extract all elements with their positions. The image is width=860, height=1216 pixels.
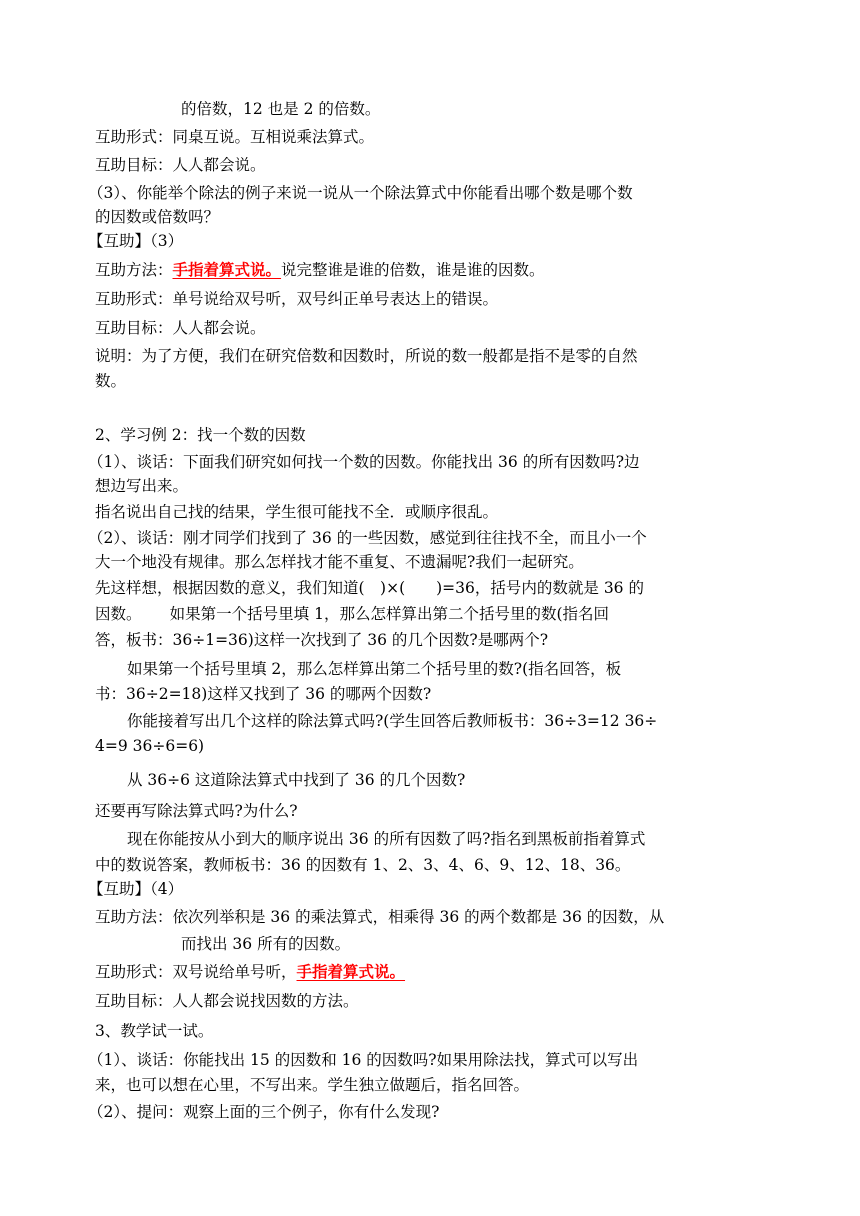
text-line: 书：36÷2=18)这样又找到了 36 的哪两个因数? (95, 685, 432, 703)
text-line: 4=9 36÷6=6) (95, 737, 205, 755)
text-line: 互助目标：人人都会说找因数的方法。 (95, 992, 359, 1010)
text-line: 数。 (95, 372, 127, 390)
text-line: 指名说出自己找的结果，学生很可能找不全．或顺序很乱。 (95, 503, 499, 521)
section-heading: 【互助】（4） (88, 880, 184, 898)
text-line: 互助形式：同桌互说。互相说乘法算式。 (95, 128, 375, 146)
text-line: 大一个地没有规律。那么怎样找才能不重复、不遗漏呢?我们一起研究。 (95, 553, 584, 571)
text-line: 还要再写除法算式吗?为什么? (95, 802, 298, 820)
label-text: 互助形式：双号说给单号听， (95, 963, 297, 981)
text-line: 说明：为了方便，我们在研究倍数和因数时，所说的数一般都是指不是零的自然 (95, 347, 638, 365)
highlight-instruction: 手指着算式说。 (172, 260, 282, 279)
text-line: 中的数说答案，教师板书：36 的因数有 1、2、3、4、6、9、12、18、36。 (95, 856, 631, 874)
text-line: （2）、提问：观察上面的三个例子，你有什么发现? (88, 1103, 440, 1121)
text-line: 答，板书：36÷1=36)这样一次找到了 36 的几个因数?是哪两个? (95, 631, 549, 649)
body-text: 说完整谁是谁的倍数，谁是谁的因数。 (281, 261, 545, 279)
text-line: 的因数或倍数吗？ (95, 208, 220, 226)
text-line: 现在你能按从小到大的顺序说出 36 的所有因数了吗?指名到黑板前指着算式 (127, 830, 646, 848)
highlight-instruction: 手指着算式说。 (296, 962, 406, 981)
section-heading: 2、学习例 2：找一个数的因数 (95, 426, 306, 444)
text-line: （2）、谈话：刚才同学们找到了 36 的一些因数，感觉到往往找不全，而且小一个 (88, 529, 647, 547)
text-line: （1）、谈话：下面我们研究如何找一个数的因数。你能找出 36 的所有因数吗?边 (88, 453, 640, 471)
text-line: 从 36÷6 这道除法算式中找到了 36 的几个因数? (127, 771, 466, 789)
text-line: 的倍数，12 也是 2 的倍数。 (181, 100, 381, 118)
text-line (95, 260, 545, 280)
label-text: 互助方法： (95, 261, 173, 279)
text-line: 想边写出来。 (95, 477, 189, 495)
text-line: （3）、你能举个除法的例子来说一说从一个除法算式中你能看出哪个数是哪个数 (88, 184, 633, 202)
text-line (95, 962, 405, 982)
section-heading: 【互助】（3） (88, 232, 184, 250)
section-heading: 3、教学试一试。 (95, 1022, 214, 1040)
text-line: 来，也可以想在心里，不写出来。学生独立做题后，指名回答。 (95, 1076, 530, 1094)
text-line: 互助目标：人人都会说。 (95, 156, 266, 174)
text-line: 如果第一个括号里填 2，那么怎样算出第二个括号里的数?(指名回答，板 (127, 660, 622, 678)
text-line: 因数。 如果第一个括号里填 1，那么怎样算出第二个括号里的数(指名回 (95, 605, 610, 623)
text-line: 互助形式：单号说给双号听，双号纠正单号表达上的错误。 (95, 290, 499, 308)
text-line: 先这样想，根据因数的意义，我们知道( )×( )=36，括号内的数就是 36 的 (95, 579, 644, 597)
text-line: 互助方法：依次列举积是 36 的乘法算式，相乘得 36 的两个数都是 36 的因数，从 (95, 908, 665, 926)
text-line: 你能接着写出几个这样的除法算式吗?(学生回答后教师板书：36÷3=12 36÷ (127, 712, 658, 730)
text-line: 互助目标：人人都会说。 (95, 319, 266, 337)
text-line: （1）、谈话：你能找出 15 的因数和 16 的因数吗?如果用除法找，算式可以写出 (88, 1051, 639, 1069)
text-line: 而找出 36 所有的因数。 (181, 935, 351, 953)
